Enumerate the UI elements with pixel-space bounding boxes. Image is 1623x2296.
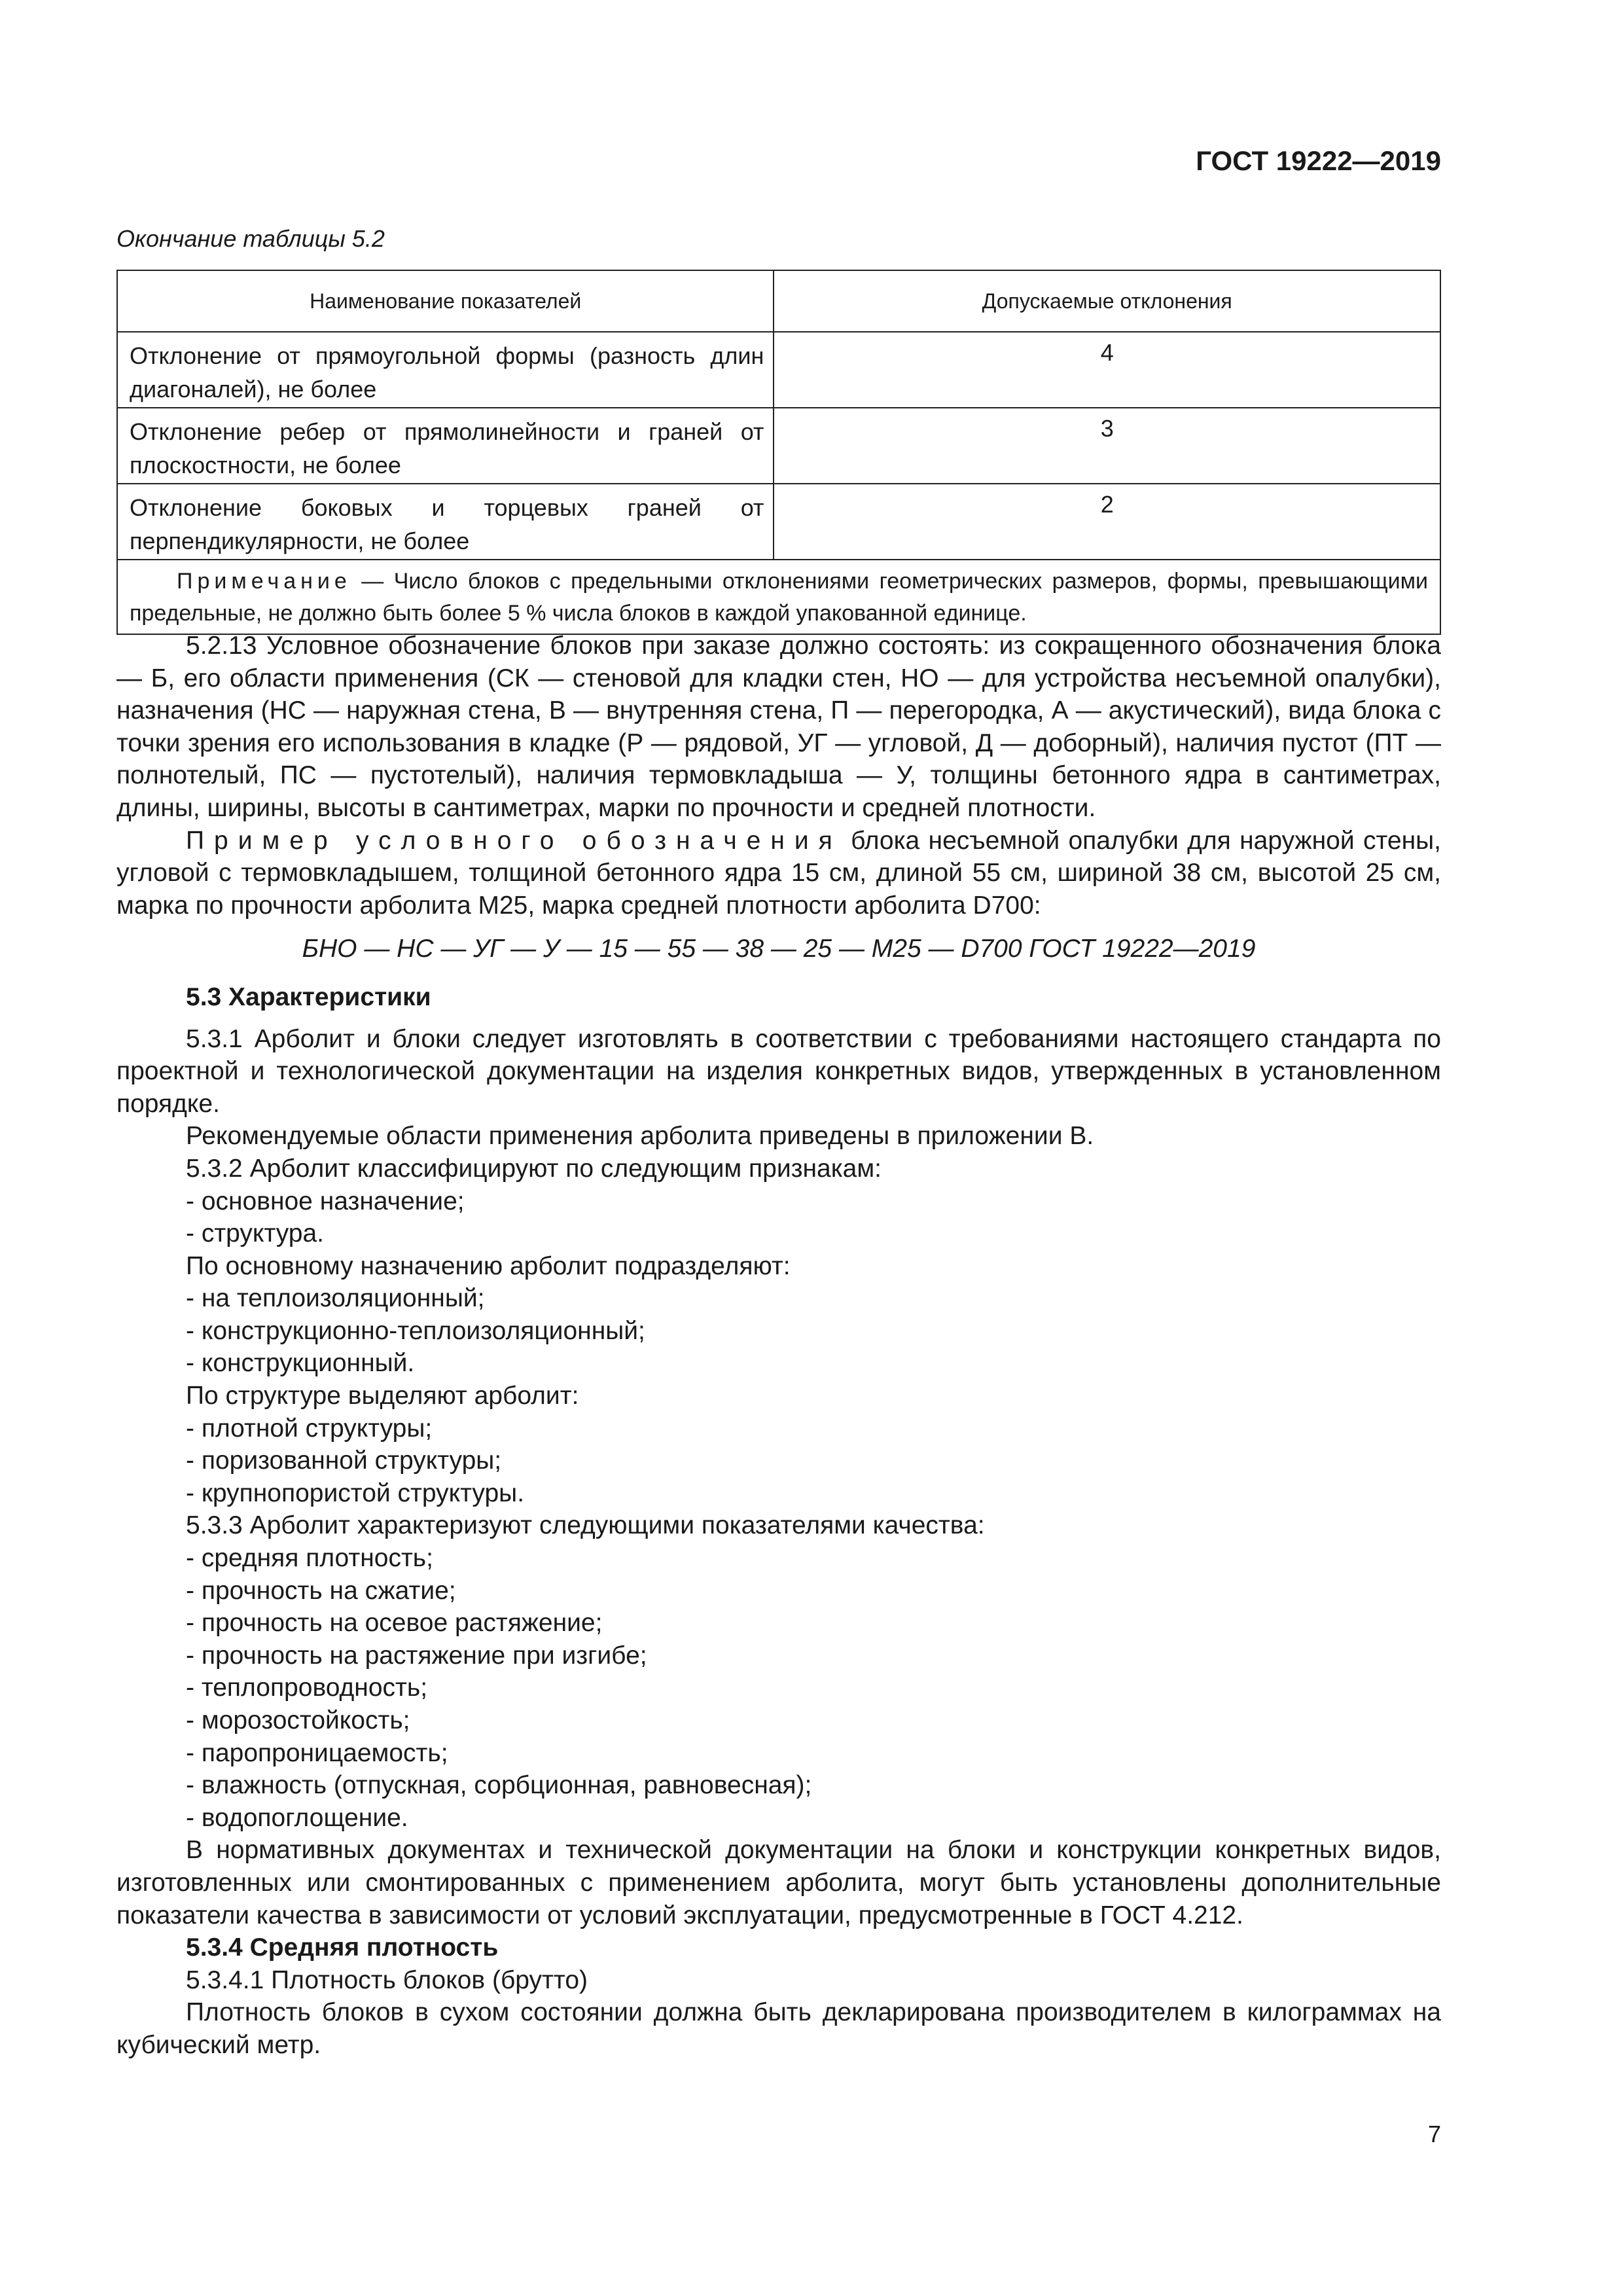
list-item: - конструкционно-теплоизоляционный; (186, 1316, 645, 1345)
list-item: - крупнопористой структуры. (186, 1479, 525, 1507)
list-item: - поризованной структуры; (186, 1446, 502, 1475)
list-item: - прочность на осевое растяжение; (186, 1609, 603, 1638)
list-item: - морозостойкость; (186, 1706, 410, 1734)
paragraph-5-3-3: 5.3.3 Арболит характеризуют следующими показателями качества: (186, 1511, 985, 1540)
section-heading-5-3: 5.3 Характеристики (186, 982, 431, 1011)
table-header-row (117, 270, 1440, 332)
example-paragraph (116, 825, 1441, 922)
example-text: блока несъемной опалубки для наружной стены, угловой с термовкладышем, толщиной бетонного ядра 15 см, длиной 55 см, шириной 38 см, высотой 25 см, марка по прочности арболита М25, марка средней плотности арболита D700: (116, 826, 1441, 920)
list-item: - прочность на растяжение при изгибе; (186, 1641, 647, 1670)
row-name: Отклонение от прямоугольной формы (разность длин диагоналей), не более (117, 332, 774, 408)
paragraph-5-3-1: 5.3.1 Арболит и блоки следует изготовлять в соответствии с требованиями настоящего стандарта по проектной и технологической документации на изделия конкретных видов, утвержденных в установленном порядке. (116, 1024, 1441, 1118)
list-item: - теплопроводность; (186, 1674, 428, 1702)
table-row (117, 408, 1440, 484)
deviations-table (116, 270, 1441, 635)
table-note-row (117, 560, 1440, 634)
table-caption: Окончание таблицы 5.2 (116, 225, 385, 252)
list-item: - прочность на сжатие; (186, 1576, 456, 1605)
row-value: 3 (774, 408, 1440, 484)
note-text: — Число блоков с предельными отклонениями геометрических размеров, формы, превышающими предельные, не должно быть более 5 % числа блоков в каждой упакованной единице. (130, 569, 1428, 626)
table-row (117, 332, 1440, 408)
standard-designation: ГОСТ 19222—2019 (1196, 145, 1441, 176)
row-value: 2 (774, 484, 1440, 560)
paragraph-structure: По структуре выделяют арболит: (186, 1382, 579, 1410)
example-label: Пример условного обозначения (186, 826, 842, 855)
table-note (117, 560, 1440, 634)
table-row (117, 484, 1440, 560)
paragraph-5-2-13: 5.2.13 Условное обозначение блоков при заказе должно состоять: из сокращенного обозначения блока — Б, его области применения (СК — стеновой для кладки стен, НО — для устройства несъемной опалубки), назначения (НС — наружная стена, В — внутренняя стена, П — перегородка, А — акустический), вида блока с точки зрения его использования в кладке (Р — рядовой, УГ — угловой, Д — доборный), наличия пустот (ПТ — полнотелый, ПС — пустотелый), наличия термовкладыша — У, толщины бетонного ядра в сантиметрах, длины, ширины, высоты в сантиметрах, марки по прочности и средней плотности. (116, 632, 1441, 822)
paragraph-5-3-2: 5.3.2 Арболит классифицируют по следующим признакам: (186, 1154, 882, 1183)
paragraph-density: Плотность блоков в сухом состоянии должна быть декларирована производителем в килограммах на кубический метр. (116, 1998, 1441, 2059)
list-item: - средняя плотность; (186, 1544, 433, 1573)
list-item: - конструкционный. (186, 1349, 415, 1378)
list-item: - плотной структуры; (186, 1414, 433, 1443)
row-value: 4 (774, 332, 1440, 408)
row-name: Отклонение ребер от прямолинейности и граней от плоскостности, не более (117, 408, 774, 484)
column-header-name: Наименование показателей (117, 270, 774, 332)
paragraph-recommended: Рекомендуемые области применения арболита приведены в приложении В. (186, 1122, 1094, 1151)
paragraph-purpose: По основному назначению арболит подразделяют: (186, 1251, 791, 1280)
paragraph-5-3-4-1: 5.3.4.1 Плотность блоков (брутто) (186, 1965, 588, 1994)
designation-example: БНО — НС — УГ — У — 15 — 55 — 38 — 25 — М25 — D700 ГОСТ 19222—2019 (302, 935, 1256, 963)
row-name: Отклонение боковых и торцевых граней от перпендикулярности, не более (117, 484, 774, 560)
note-label: Примечание (177, 569, 351, 594)
paragraph-normative: В нормативных документах и технической документации на блоки и конструкции конкретных видов, изготовленных или смонтированных с применением арболита, могут быть установлены дополнительные показатели качества в зависимости от условий эксплуатации, предусмотренные в ГОСТ 4.212. (116, 1836, 1441, 1929)
page-number: 7 (1427, 2121, 1441, 2147)
column-header-deviation: Допускаемые отклонения (774, 270, 1440, 332)
list-item: - на теплоизоляционный; (186, 1284, 485, 1313)
list-item: - паропроницаемость; (186, 1738, 448, 1767)
section-heading-5-3-4: 5.3.4 Средняя плотность (186, 1933, 499, 1962)
list-item: - влажность (отпускная, сорбционная, равновесная); (186, 1771, 812, 1800)
list-item: - водопоглощение. (186, 1803, 408, 1832)
list-item: - основное назначение; (186, 1187, 465, 1215)
body-text (116, 630, 1441, 2062)
list-item: - структура. (186, 1219, 325, 1248)
